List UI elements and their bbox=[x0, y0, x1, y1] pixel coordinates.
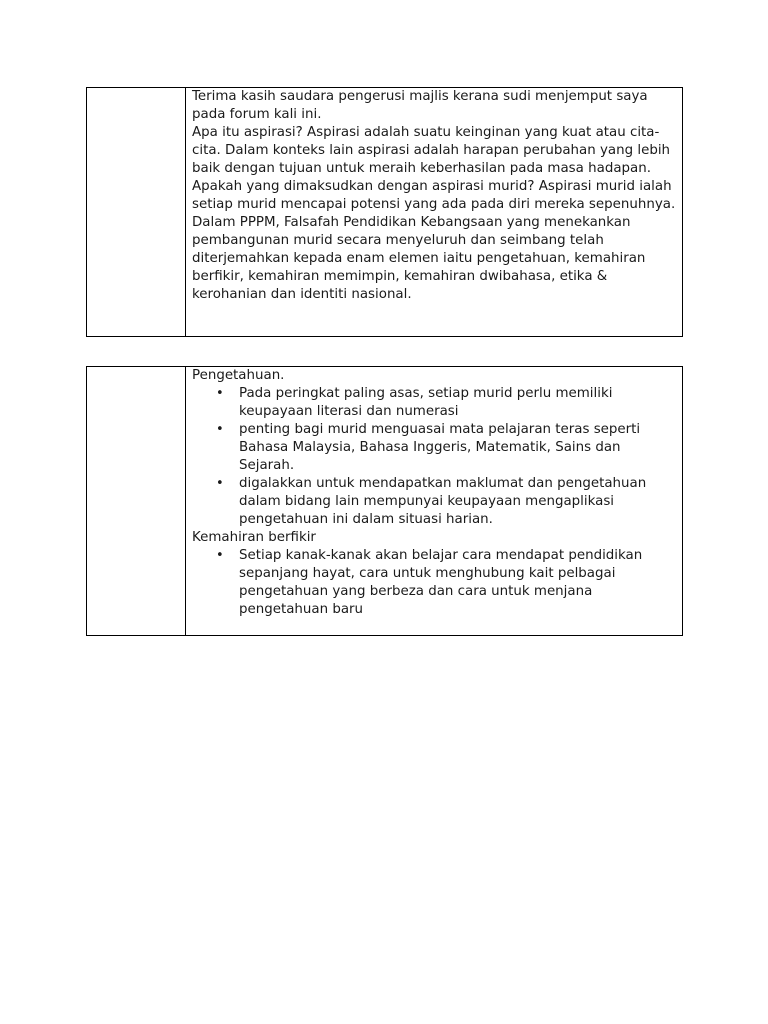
list-item bbox=[216, 421, 676, 475]
table-forum-intro bbox=[86, 87, 683, 337]
heading-pengetahuan: Pengetahuan. bbox=[192, 368, 285, 383]
table-cell-content bbox=[186, 367, 682, 635]
bullet-list-kemahiran-berfikir bbox=[192, 547, 676, 619]
list-item-text: penting bagi murid menguasai mata pelajaran teras seperti Bahasa Malaysia, Bahasa Inggeris, Matematik, Sains dan Sejarah. bbox=[239, 422, 641, 473]
bullet-list-pengetahuan bbox=[192, 385, 676, 529]
bullet-icon: • bbox=[216, 422, 224, 437]
paragraph-aspirasi-murid: Apakah yang dimaksudkan dengan aspirasi murid? Aspirasi murid ialah setiap murid mencapai potensi yang ada pada diri mereka sepenuhnya. bbox=[192, 179, 676, 212]
table-cell-left-empty bbox=[87, 367, 186, 635]
paragraph-pppm: Dalam PPPM, Falsafah Pendidikan Kebangsaan yang menekankan pembangunan murid secara menyeluruh dan seimbang telah diterjemahkan kepada enam elemen iaitu pengetahuan, kemahiran berfikir, kemahiran memimpin, kemahiran dwibahasa, etika & kerohanian dan identiti nasional. bbox=[192, 215, 646, 302]
list-item-text: Pada peringkat paling asas, setiap murid perlu memiliki keupayaan literasi dan numerasi bbox=[239, 386, 613, 419]
table-elements bbox=[86, 366, 683, 636]
bullet-icon: • bbox=[216, 476, 224, 491]
list-item bbox=[216, 547, 676, 619]
table-cell-content bbox=[186, 88, 682, 336]
list-item bbox=[216, 385, 676, 421]
table-cell-left-empty bbox=[87, 88, 186, 336]
heading-kemahiran-berfikir: Kemahiran berfikir bbox=[192, 530, 316, 545]
list-item-text: digalakkan untuk mendapatkan maklumat dan pengetahuan dalam bidang lain mempunyai keupayaan mengaplikasi pengetahuan ini dalam situasi harian. bbox=[239, 476, 647, 527]
bullet-icon: • bbox=[216, 548, 224, 563]
list-item bbox=[216, 475, 676, 529]
paragraph-aspirasi-definition: Apa itu aspirasi? Aspirasi adalah suatu keinginan yang kuat atau cita-cita. Dalam konteks lain aspirasi adalah harapan perubahan yang lebih baik dengan tujuan untuk meraih keberhasilan pada masa hadapan. bbox=[192, 125, 671, 176]
bullet-icon: • bbox=[216, 386, 224, 401]
list-item-text: Setiap kanak-kanak akan belajar cara mendapat pendidikan sepanjang hayat, cara untuk menghubung kait pelbagai pengetahuan yang berbeza dan cara untuk menjana pengetahuan baru bbox=[239, 548, 643, 617]
paragraph-greeting: Terima kasih saudara pengerusi majlis kerana sudi menjemput saya pada forum kali ini. bbox=[192, 89, 648, 122]
